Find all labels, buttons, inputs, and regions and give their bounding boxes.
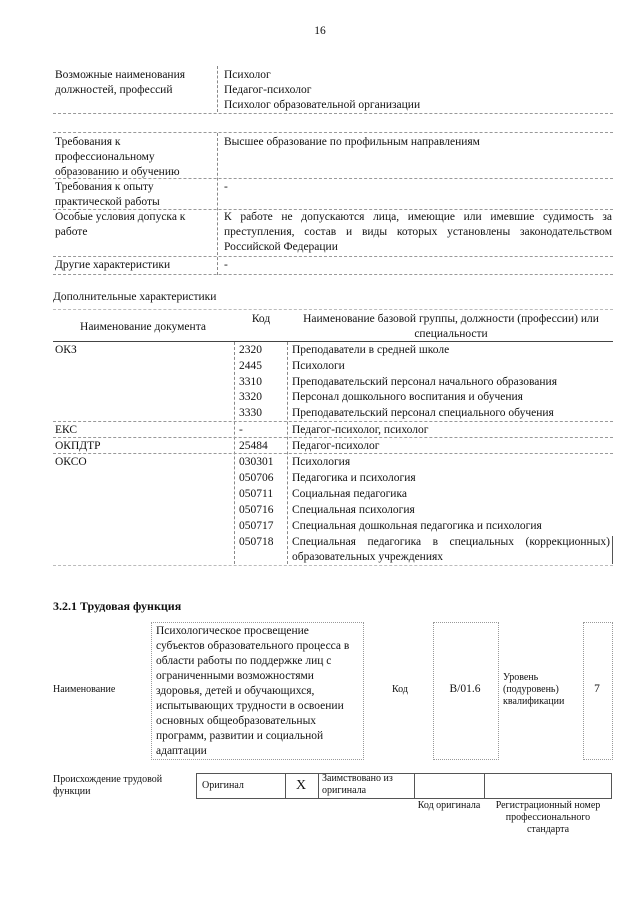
borrowed-label: Заимствовано из оригинала bbox=[322, 773, 393, 796]
origin-label: Происхождение трудовой функции bbox=[53, 774, 163, 797]
row-code: 050716 bbox=[239, 504, 274, 516]
header-code: Код bbox=[251, 313, 271, 325]
original-mark: X bbox=[295, 778, 307, 793]
req-divider bbox=[217, 133, 218, 275]
name-item-3: Психолог образовательной организации bbox=[224, 99, 421, 111]
row-name: Специальная дошкольная педагогика и психология bbox=[292, 520, 542, 532]
row-code: 25484 bbox=[239, 440, 268, 452]
function-name-value: Психологическое просвещение субъектов образовательного процесса в области работы по поддержке лиц с ограниченными возможностями здоровья, детей и обучающихся, испытывающих трудности в освоении основных общеобразовательных программ, развитии и социальной адаптации bbox=[156, 625, 350, 757]
row-doc: ЕКС bbox=[55, 424, 78, 436]
row-doc: ОКЗ bbox=[55, 344, 77, 356]
row-name: Преподавательский персонал начального образования bbox=[292, 376, 557, 388]
row-sep bbox=[53, 421, 613, 422]
req-value-education: Высшее образование по профильным направлениям bbox=[224, 136, 480, 148]
add-right-line bbox=[612, 536, 613, 564]
req-label-education: Требования к профессиональному образованию и обучению bbox=[55, 136, 180, 178]
req-line-4 bbox=[53, 274, 613, 275]
row-code: 3310 bbox=[239, 376, 262, 388]
row-name: Преподаватели в средней школе bbox=[292, 344, 450, 356]
add-header-top bbox=[53, 309, 613, 310]
original-label: Оригинал bbox=[202, 780, 244, 791]
req-label-experience: Требования к опыту практической работы bbox=[55, 181, 160, 208]
row-name: Специальная психология bbox=[292, 504, 415, 516]
row-code: 2320 bbox=[239, 344, 262, 356]
row-code: 3330 bbox=[239, 407, 262, 419]
row-code: 050718 bbox=[239, 536, 274, 548]
level-label: Уровень (подуровень) квалификации bbox=[503, 672, 565, 707]
header-name: Наименование базовой группы, должности (профессии) или специальности bbox=[303, 313, 599, 340]
code-label: Код bbox=[392, 684, 408, 695]
row-code: 030301 bbox=[239, 456, 274, 468]
row-code: - bbox=[239, 424, 243, 436]
names-divider bbox=[217, 66, 218, 112]
header-doc: Наименование документа bbox=[80, 321, 206, 333]
row-name: Педагог-психолог bbox=[292, 440, 380, 452]
code-caption: Код оригинала bbox=[417, 800, 481, 811]
row-code: 050717 bbox=[239, 520, 274, 532]
names-label: Возможные наименования должностей, профессий bbox=[55, 69, 186, 96]
row-name: Педагогика и психология bbox=[292, 472, 416, 484]
req-value-other: - bbox=[224, 259, 228, 271]
origin-sep-2 bbox=[318, 773, 319, 798]
name-item-1: Психолог bbox=[224, 69, 271, 81]
req-value-experience: - bbox=[224, 181, 228, 193]
req-line-3 bbox=[53, 256, 613, 257]
row-doc: ОКПДТР bbox=[55, 440, 101, 452]
row-doc: ОКСО bbox=[55, 456, 87, 468]
origin-sep-4 bbox=[484, 773, 485, 798]
origin-sep-3 bbox=[414, 773, 415, 798]
page-number: 16 bbox=[314, 25, 326, 37]
code-value: B/01.6 bbox=[449, 683, 481, 695]
add-header-bottom bbox=[53, 341, 613, 342]
row-name: Психология bbox=[292, 456, 351, 468]
section-title: 3.2.1 Трудовая функция bbox=[53, 599, 182, 613]
row-name: Специальная педагогика в специальных (коррекционных) образовательных учреждениях bbox=[292, 536, 610, 563]
additional-title: Дополнительные характеристики bbox=[53, 291, 217, 303]
row-sep bbox=[53, 437, 613, 438]
row-name: Психологи bbox=[292, 360, 345, 372]
function-name-label: Наименование bbox=[53, 684, 116, 695]
req-value-admission: К работе не допускаются лица, имеющие или имевшие судимость за преступления, состав и виды которых установлены законодательством Российской Федерации bbox=[224, 211, 612, 253]
req-label-admission: Особые условия допуска к работе bbox=[55, 211, 186, 238]
add-bottom-line bbox=[53, 565, 613, 566]
row-name: Социальная педагогика bbox=[292, 488, 407, 500]
row-code: 2445 bbox=[239, 360, 262, 372]
row-sep bbox=[53, 453, 613, 454]
reg-caption: Регистрационный номер профессионального стандарта bbox=[495, 800, 601, 835]
row-code: 3320 bbox=[239, 391, 262, 403]
names-bottom-line bbox=[53, 113, 613, 114]
level-value: 7 bbox=[594, 683, 600, 695]
row-name: Преподавательский персонал специального обучения bbox=[292, 407, 554, 419]
row-code: 050711 bbox=[239, 488, 274, 500]
row-code: 050706 bbox=[239, 472, 274, 484]
row-name: Персонал дошкольного воспитания и обучения bbox=[292, 391, 523, 403]
req-top-line bbox=[53, 132, 613, 133]
name-item-2: Педагог-психолог bbox=[224, 84, 312, 96]
row-name: Педагог-психолог, психолог bbox=[292, 424, 429, 436]
req-label-other: Другие характеристики bbox=[55, 259, 171, 271]
req-line-1 bbox=[53, 178, 613, 179]
